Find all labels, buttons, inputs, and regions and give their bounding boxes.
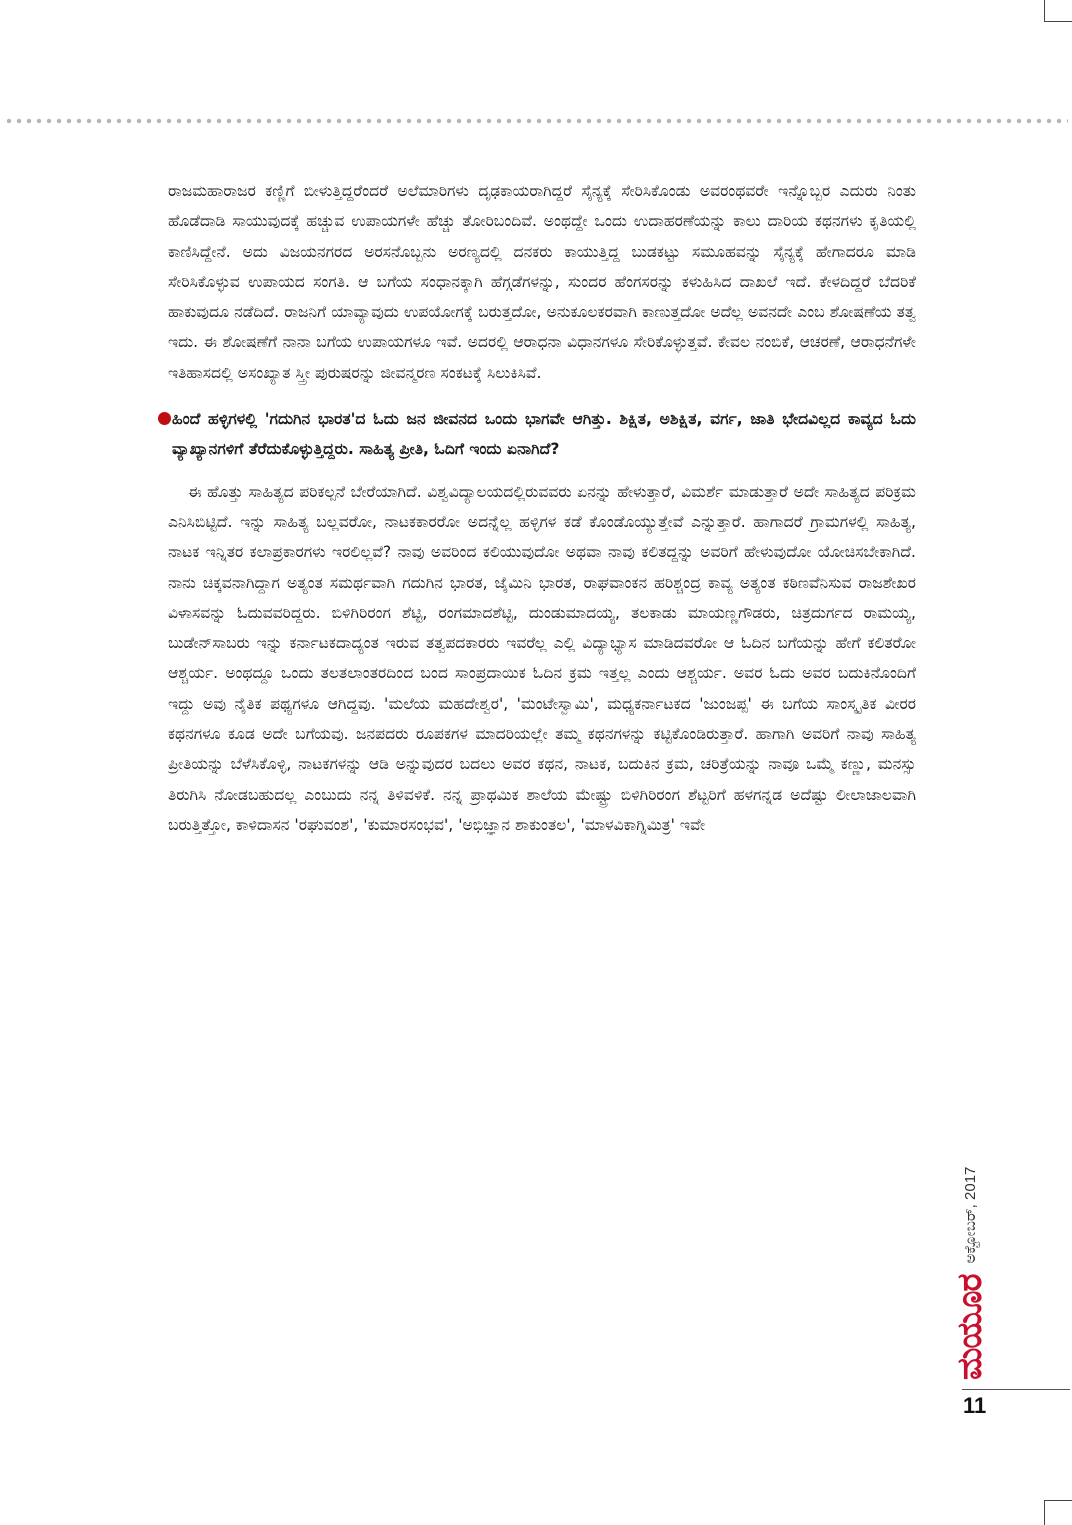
paragraph-1: ರಾಜಮಹಾರಾಜರ ಕಣ್ಣಿಗೆ ಬೀಳುತ್ತಿದ್ದರೆಂದರೆ ಅಲೆಮಾರಿಗಳು ದೃಢಕಾಯರಾಗಿದ್ದರೆ ಸೈನ್ಯಕ್ಕೆ ಸೇರಿಸಿಕೊಂಡು ಅವರಂಥವರೇ ಇನ್ನೊಬ್ಬರ ಎದುರು ನಿಂತು ಹೊಡೆದಾಡಿ ಸಾಯುವುದಕ್ಕೆ ಹಚ್ಚುವ ಉಪಾಯಗಳೇ ಹೆಚ್ಚು ತೋರಿಬಂದಿವೆ. ಅಂಥದ್ದೇ ಒಂದು ಉದಾಹರಣೆಯನ್ನು ಕಾಲು ದಾರಿಯ ಕಥನಗಳು ಕೃತಿಯಲ್ಲಿ ಕಾಣಿಸಿದ್ದೇನೆ. ಅದು ವಿಜಯನಗರದ ಅರಸನೊಬ್ಬನು ಅರಣ್ಯದಲ್ಲಿ ದನಕರು ಕಾಯುತ್ತಿದ್ದ ಬುಡಕಟ್ಟು ಸಮೂಹವನ್ನು ಸೈನ್ಯಕ್ಕೆ ಹೇಗಾದರೂ ಮಾಡಿ ಸೇರಿಸಿಕೊಳ್ಳುವ ಉಪಾಯದ ಸಂಗತಿ. ಆ ಬಗೆಯ ಸಂಧಾನಕ್ಕಾಗಿ ಹೆಗ್ಗಡೆಗಳನ್ನು, ಸುಂದರ ಹೆಂಗಸರನ್ನು ಕಳುಹಿಸಿದ ದಾಖಲೆ ಇದೆ. ಕೇಳದಿದ್ದರೆ ಬೆದರಿಕೆ ಹಾಕುವುದೂ ನಡೆದಿದೆ. ರಾಜನಿಗೆ ಯಾವ್ಯಾವುದು ಉಪಯೋಗಕ್ಕೆ ಬರುತ್ತದೋ, ಅನುಕೂಲಕರವಾಗಿ ಕಾಣುತ್ತದೋ ಅದೆಲ್ಲ ಅವನದೇ ಎಂಬ ಶೋಷಣೆಯ ತತ್ವ ಇದು. ಈ ಶೋಷಣೆಗೆ ನಾನಾ ಬಗೆಯ ಉಪಾಯಗಳೂ ಇವೆ. ಅದರಲ್ಲಿ ಆರಾಧನಾ ವಿಧಾನಗಳೂ ಸೇರಿಕೊಳ್ಳುತ್ತವೆ. ಕೇವಲ ನಂಬಿಕೆ, ಆಚರಣೆ, ಆರಾಧನೆಗಳೇ ಇತಿಹಾಸದಲ್ಲಿ ಅಸಂಖ್ಯಾತ ಸ್ತ್ರೀ ಪುರುಷರನ್ನು ಜೀವನ್ಮರಣ ಸಂಕಟಕ್ಕೆ ಸಿಲುಕಿಸಿವೆ.	[168, 182, 916, 382]
bullet-dot-icon	[158, 412, 171, 425]
dotted-rule	[4, 118, 1068, 124]
paragraph-2: ಈ ಹೊತ್ತು ಸಾಹಿತ್ಯದ ಪರಿಕಲ್ಪನೆ ಬೇರೆಯಾಗಿದೆ. ವಿಶ್ವವಿದ್ಯಾಲಯದಲ್ಲಿರುವವರು ಏನನ್ನು ಹೇಳುತ್ತಾರೆ, ವಿಮರ್ಶೆ ಮಾಡುತ್ತಾರೆ ಅದೇ ಸಾಹಿತ್ಯದ ಪರಿಕ್ರಮ ಎನಿಸಿಬಿಟ್ಟಿದೆ. ಇನ್ನು ಸಾಹಿತ್ಯ ಬಲ್ಲವರೋ, ನಾಟಕಕಾರರೋ ಅದನ್ನೆಲ್ಲ ಹಳ್ಳಿಗಳ ಕಡೆ ಕೊಂಡೊಯ್ಯುತ್ತೇವೆ ಎನ್ನುತ್ತಾರೆ. ಹಾಗಾದರೆ ಗ್ರಾಮಗಳಲ್ಲಿ ಸಾಹಿತ್ಯ, ನಾಟಕ ಇನ್ನಿತರ ಕಲಾಪ್ರಕಾರಗಳು ಇರಲಿಲ್ಲವೆ? ನಾವು ಅವರಿಂದ ಕಲಿಯುವುದೋ ಅಥವಾ ನಾವು ಕಲಿತದ್ದನ್ನು ಅವರಿಗೆ ಹೇಳುವುದೋ ಯೋಚಿಸಬೇಕಾಗಿದೆ. ನಾನು ಚಿಕ್ಕವನಾಗಿದ್ದಾಗ ಅತ್ಯಂತ ಸಮರ್ಥವಾಗಿ ಗದುಗಿನ ಭಾರತ, ಜೈಮಿನಿ ಭಾರತ, ರಾಘವಾಂಕನ ಹರಿಶ್ಚಂದ್ರ ಕಾವ್ಯ ಅತ್ಯಂತ ಕಠಿಣವೆನಿಸುವ ರಾಜಶೇಖರ ವಿಳಾಸವನ್ನು ಓದುವವರಿದ್ದರು. ಬಿಳಿಗಿರಿರಂಗ ಶೆಟ್ಟಿ, ರಂಗಮಾದಶೆಟ್ಟಿ, ದುಂಡುಮಾದಯ್ಯ, ತಲಕಾಡು ಮಾಯಣ್ಣಗೌಡರು, ಚಿತ್ರದುರ್ಗದ ರಾಮಯ್ಯ, ಬುಡೇನ್‌ಸಾಬರು ಇನ್ನು ಕರ್ನಾಟಕದಾದ್ಯಂತ ಇರುವ ತತ್ವಪದಕಾರರು ಇವರೆಲ್ಲ ಎಲ್ಲಿ ವಿದ್ಯಾಭ್ಯಾಸ ಮಾಡಿದವರೋ ಆ ಓದಿನ ಬಗೆಯನ್ನು ಹೇಗೆ ಕಲಿತರೋ ಆಶ್ಚರ್ಯ. ಅಂಥದ್ದೂ ಒಂದು ತಲತಲಾಂತರದಿಂದ ಬಂದ ಸಾಂಪ್ರದಾಯಿಕ ಓದಿನ ಕ್ರಮ ಇತ್ತಲ್ಲ ಎಂದು ಆಶ್ಚರ್ಯ. ಅವರ ಓದು ಅವರ ಬದುಕಿನೊಂದಿಗೆ ಇದ್ದು ಅವು ನೈತಿಕ ಪಥ್ಯಗಳೂ ಆಗಿದ್ದವು. 'ಮಲೆಯ ಮಹದೇಶ್ವರ', 'ಮಂಟೇಸ್ವಾಮಿ', ಮಧ್ಯಕರ್ನಾಟಕದ 'ಜುಂಜಪ್ಪ' ಈ ಬಗೆಯ ಸಾಂಸ್ಕೃತಿಕ ವೀರರ ಕಥನಗಳೂ ಕೂಡ ಅದೇ ಬಗೆಯವು. ಜನಪದರು ರೂಪಕಗಳ ಮಾದರಿಯಲ್ಲೇ ತಮ್ಮ ಕಥನಗಳನ್ನು ಕಟ್ಟಿಕೊಂಡಿರುತ್ತಾರೆ. ಹಾಗಾಗಿ ಅವರಿಗೆ ನಾವು ಸಾಹಿತ್ಯ ಪ್ರೀತಿಯನ್ನು ಬೆಳೆಸಿಕೊಳ್ಳಿ, ನಾಟಕಗಳನ್ನು ಆಡಿ ಅನ್ನುವುದರ ಬದಲು ಅವರ ಕಥನ, ನಾಟಕ, ಬದುಕಿನ ಕ್ರಮ, ಚರಿತ್ರೆಯನ್ನು ನಾವೂ ಒಮ್ಮೆ ಕಣ್ಣು, ಮನಸ್ಸು ತಿರುಗಿಸಿ ನೋಡಬಹುದಲ್ಲ ಎಂಬುದು ನನ್ನ ತಿಳಿವಳಿಕೆ. ನನ್ನ ಪ್ರಾಥಮಿಕ ಶಾಲೆಯ ಮೇಷ್ಟ್ರು ಬಿಳಿಗಿರಿರಂಗ ಶೆಟ್ಟರಿಗೆ ಹಳಗನ್ನಡ ಅದೆಷ್ಟು ಲೀಲಾಜಾಲವಾಗಿ ಬರುತ್ತಿತ್ತೋ, ಕಾಳಿದಾಸನ 'ರಘುವಂಶ', 'ಕುಮಾರಸಂಭವ', 'ಅಭಿಜ್ಞಾನ ಶಾಕುಂತಲ', 'ಮಾಳವಿಕಾಗ್ನಿಮಿತ್ರ' ಇವೇ	[168, 482, 916, 834]
interview-question	[168, 404, 916, 465]
crop-mark-top-right	[1044, 0, 1072, 22]
page-number: 11	[963, 1393, 987, 1418]
issue-date: ಅಕ್ಟೋಬರ್, 2017	[961, 1166, 979, 1264]
article-body	[168, 176, 916, 840]
page-number-rule	[962, 1389, 1070, 1390]
magazine-side-label	[950, 1167, 990, 1380]
crop-mark-bottom-right	[1044, 1500, 1072, 1525]
question-text: ಹಿಂದೆ ಹಳ್ಳಿಗಳಲ್ಲಿ 'ಗದುಗಿನ ಭಾರತ'ದ ಓದು ಜನ ಜೀವನದ ಒಂದು ಭಾಗವೇ ಆಗಿತ್ತು. ಶಿಕ್ಷಿತ, ಅಶಿಕ್ಷಿತ, ವರ್ಗ, ಜಾತಿ ಭೇದವಿಲ್ಲದ ಕಾವ್ಯದ ಓದು ವ್ಯಾಖ್ಯಾನಗಳಿಗೆ ತೆರೆದುಕೊಳ್ಳುತ್ತಿದ್ದರು. ಸಾಹಿತ್ಯ ಪ್ರೀತಿ, ಓದಿಗೆ ಇಂದು ಏನಾಗಿದೆ?	[172, 410, 916, 459]
magazine-logo: ಮಯೂರ	[950, 1274, 990, 1380]
